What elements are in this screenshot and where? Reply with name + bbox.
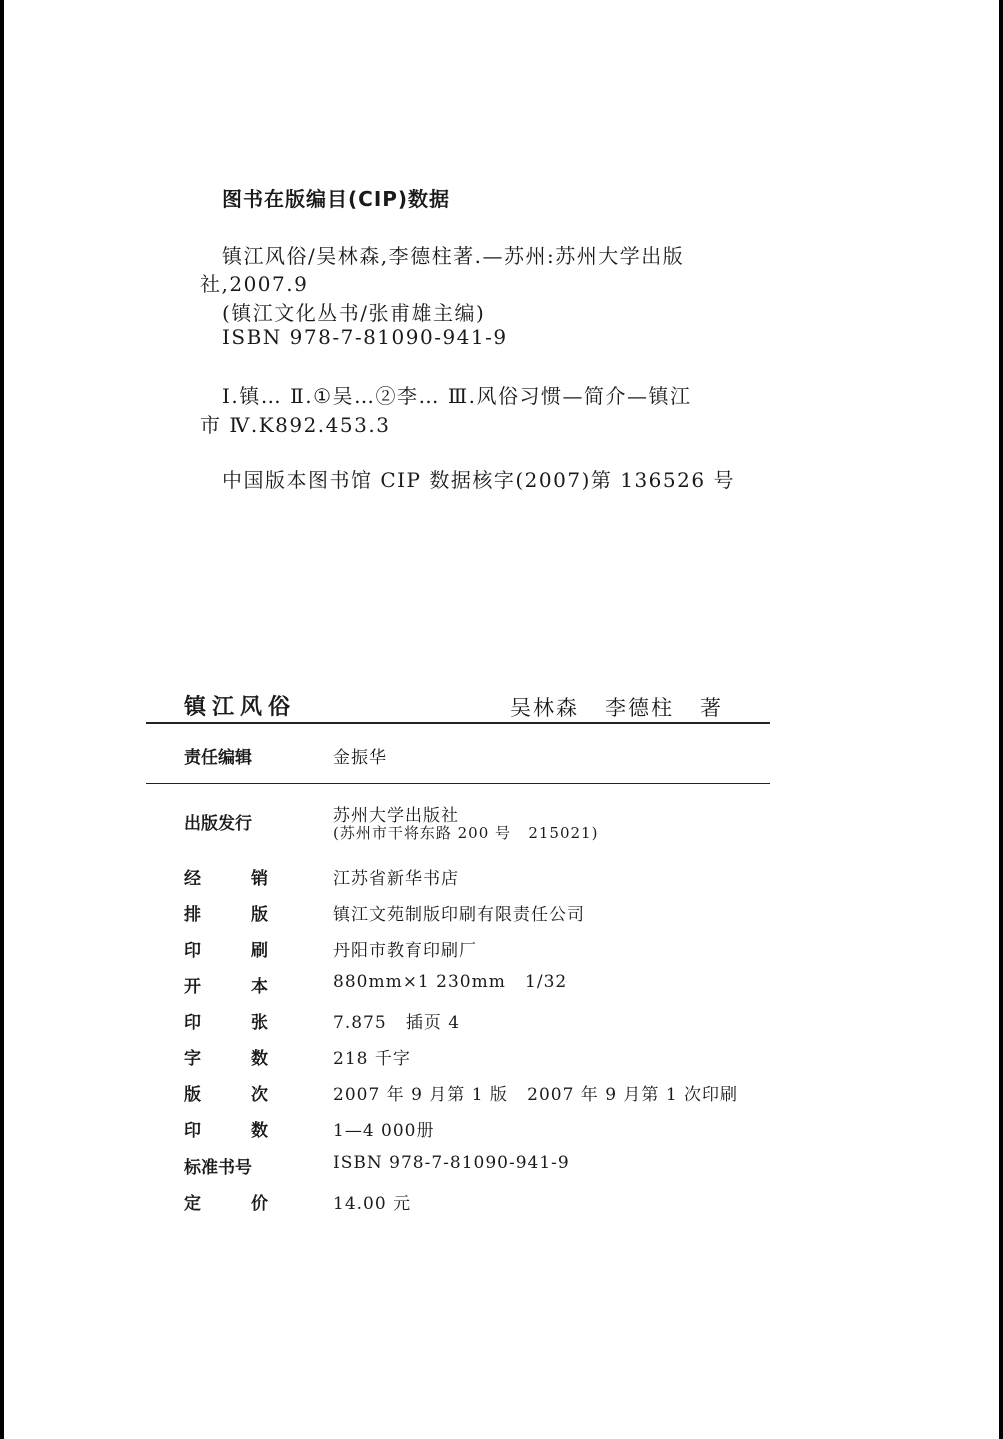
- cip-line-3: (镇江文化丛书/张甫雄主编): [222, 301, 486, 325]
- isbn-label: 标准书号: [184, 1158, 252, 1178]
- price-value: 14.00 元: [333, 1194, 412, 1214]
- cip-line-5: Ⅰ.镇… Ⅱ.①吴…②李… Ⅲ.风俗习惯—简介—镇江: [222, 384, 692, 408]
- cip-heading: 图书在版编目(CIP)数据: [222, 187, 451, 211]
- distributor-value: 江苏省新华书店: [333, 869, 459, 889]
- cip-line-6: 市 Ⅳ.K892.453.3: [200, 413, 391, 437]
- edition-value: 2007 年 9 月第 1 版 2007 年 9 月第 1 次印刷: [333, 1085, 739, 1105]
- typesetting-label-char-1: 排: [184, 905, 201, 925]
- editor-label: 责任编辑: [184, 748, 252, 768]
- print-run-label: [184, 1116, 268, 1141]
- colophon-title-row: [182, 690, 770, 722]
- print-run-label-char-1: 印: [184, 1121, 201, 1141]
- word-count-label: [184, 1044, 268, 1069]
- format-value: 880mm×1 230mm 1/32: [333, 972, 568, 992]
- print-run-value: 1—4 000册: [333, 1121, 435, 1141]
- cip-line-7: 中国版本图书馆 CIP 数据核字(2007)第 136526 号: [222, 468, 735, 492]
- printer-label-char-2: 刷: [251, 941, 268, 961]
- cip-line-2: 社,2007.9: [200, 272, 309, 296]
- sheets-label-char-2: 张: [251, 1013, 268, 1033]
- sheets-label: [184, 1008, 268, 1033]
- format-label: [184, 972, 268, 997]
- edition-label-char-2: 次: [251, 1085, 268, 1105]
- distributor-label: [184, 864, 268, 889]
- printer-label-char-1: 印: [184, 941, 201, 961]
- print-run-label-char-2: 数: [251, 1121, 268, 1141]
- word-count-value: 218 千字: [333, 1049, 411, 1069]
- page: [4, 0, 999, 1439]
- format-label-char-1: 开: [184, 977, 201, 997]
- distributor-label-char-1: 经: [184, 869, 201, 889]
- distributor-label-char-2: 销: [251, 869, 268, 889]
- book-authors: 吴林森 李德柱 著: [510, 696, 724, 720]
- edition-label-char-1: 版: [184, 1085, 201, 1105]
- printer-value: 丹阳市教育印刷厂: [333, 941, 477, 961]
- cip-line-1: 镇江风俗/吴林森,李德柱著.—苏州:苏州大学出版: [222, 244, 685, 268]
- printer-label: [184, 936, 268, 961]
- sheets-value: 7.875 插页 4: [333, 1013, 461, 1033]
- cip-line-4: ISBN 978-7-81090-941-9: [222, 325, 508, 349]
- typesetting-label: [184, 900, 268, 925]
- divider-top: [146, 722, 770, 724]
- price-label: [184, 1189, 268, 1214]
- divider-middle: [146, 783, 770, 784]
- typesetting-label-char-2: 版: [251, 905, 268, 925]
- publisher-label: 出版发行: [184, 814, 252, 834]
- price-label-char-1: 定: [184, 1194, 201, 1214]
- book-title: 镇江风俗: [184, 695, 297, 720]
- publisher-value: 苏州大学出版社: [333, 806, 459, 826]
- isbn-value: ISBN 978-7-81090-941-9: [333, 1153, 570, 1173]
- sheets-label-char-1: 印: [184, 1013, 201, 1033]
- word-count-label-char-2: 数: [251, 1049, 268, 1069]
- format-label-char-2: 本: [251, 977, 268, 997]
- price-label-char-2: 价: [251, 1194, 268, 1214]
- typesetting-value: 镇江文苑制版印刷有限责任公司: [333, 905, 585, 925]
- publisher-address: (苏州市干将东路 200 号 215021): [333, 824, 599, 842]
- edition-label: [184, 1080, 268, 1105]
- word-count-label-char-1: 字: [184, 1049, 201, 1069]
- editor-value: 金振华: [333, 748, 387, 768]
